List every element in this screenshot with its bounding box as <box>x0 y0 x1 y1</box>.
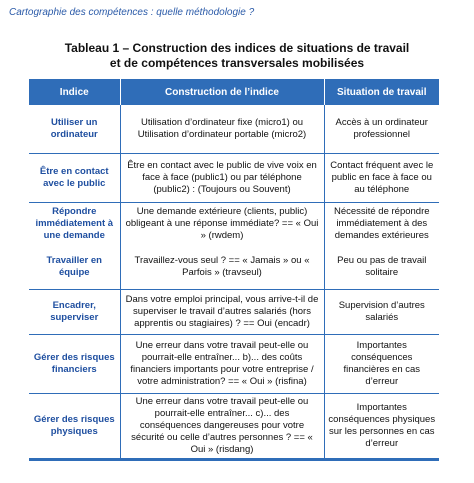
table-row <box>29 393 439 459</box>
cell-indice: Gérer des risques physiques <box>29 393 120 459</box>
cell-construction: Dans votre emploi principal, vous arrive-t-il de superviser le travail d’autres salariés (hors apprentis ou stagiaires) ? == Oui (encadr) <box>120 289 324 334</box>
cell-indice: Répondre immédiatement à une demande <box>29 202 120 246</box>
column-header-indice: Indice <box>29 79 120 105</box>
cell-situation: Supervision d’autres salariés <box>324 289 439 334</box>
table-title-line-1: Tableau 1 – Construction des indices de situations de travail <box>64 41 410 55</box>
table-row <box>29 202 439 246</box>
table-header-row <box>29 79 439 105</box>
table-row <box>29 153 439 202</box>
column-header-construction: Construction de l’indice <box>120 79 324 105</box>
cell-indice: Être en contact avec le public <box>29 153 120 202</box>
table-row <box>29 289 439 334</box>
cell-construction: Une demande extérieure (clients, public) obligeant à une réponse immédiate? == « Oui » (rwdem) <box>120 202 324 246</box>
table-row <box>29 105 439 153</box>
table-title <box>0 41 474 71</box>
cell-indice: Utiliser un ordinateur <box>29 105 120 153</box>
cell-situation: Peu ou pas de travail solitaire <box>324 246 439 289</box>
table-row <box>29 246 439 289</box>
cell-situation: Importantes conséquences financières en cas d’erreur <box>324 334 439 393</box>
table-title-line-2: et de compétences transversales mobilisées <box>109 56 365 70</box>
cell-situation: Nécessité de répondre immédiatement à des demandes extérieures <box>333 206 430 242</box>
table-row <box>29 334 439 393</box>
running-header: Cartographie des compétences : quelle méthodologie ? <box>9 7 255 18</box>
cell-indice: Encadrer, superviser <box>29 289 120 334</box>
cell-indice: Travailler en équipe <box>29 246 120 289</box>
cell-situation: Contact fréquent avec le public en face à face ou au téléphone <box>324 153 439 202</box>
indices-table <box>29 79 439 461</box>
column-header-situation: Situation de travail <box>324 79 439 105</box>
cell-construction: Une erreur dans votre travail peut-elle ou pourrait-elle entraîner... b)... des coûts financiers importants pour votre entreprise / votre administration? == « Oui » (risfina) <box>120 334 324 393</box>
cell-situation: Accès à un ordinateur professionnel <box>324 105 439 153</box>
cell-construction: Travaillez-vous seul ? == « Jamais » ou « Parfois » (travseul) <box>120 246 324 289</box>
cell-construction: Être en contact avec le public de vive voix en face à face (public1) ou par téléphone (public2) : (Toujours ou Souvent) <box>120 153 324 202</box>
cell-situation: Importantes conséquences physiques sur les personnes en cas d’erreur <box>324 393 439 459</box>
cell-indice: Gérer des risques financiers <box>29 334 120 393</box>
cell-construction: Une erreur dans votre travail peut-elle ou pourrait-elle entraîner... c)... des conséquences dangereuses pour votre sécurité ou celle d’autres personnes ? == « Oui » (risdang) <box>120 393 324 459</box>
cell-construction: Utilisation d’ordinateur fixe (micro1) ou Utilisation d’ordinateur portable (micro2) <box>120 105 324 153</box>
